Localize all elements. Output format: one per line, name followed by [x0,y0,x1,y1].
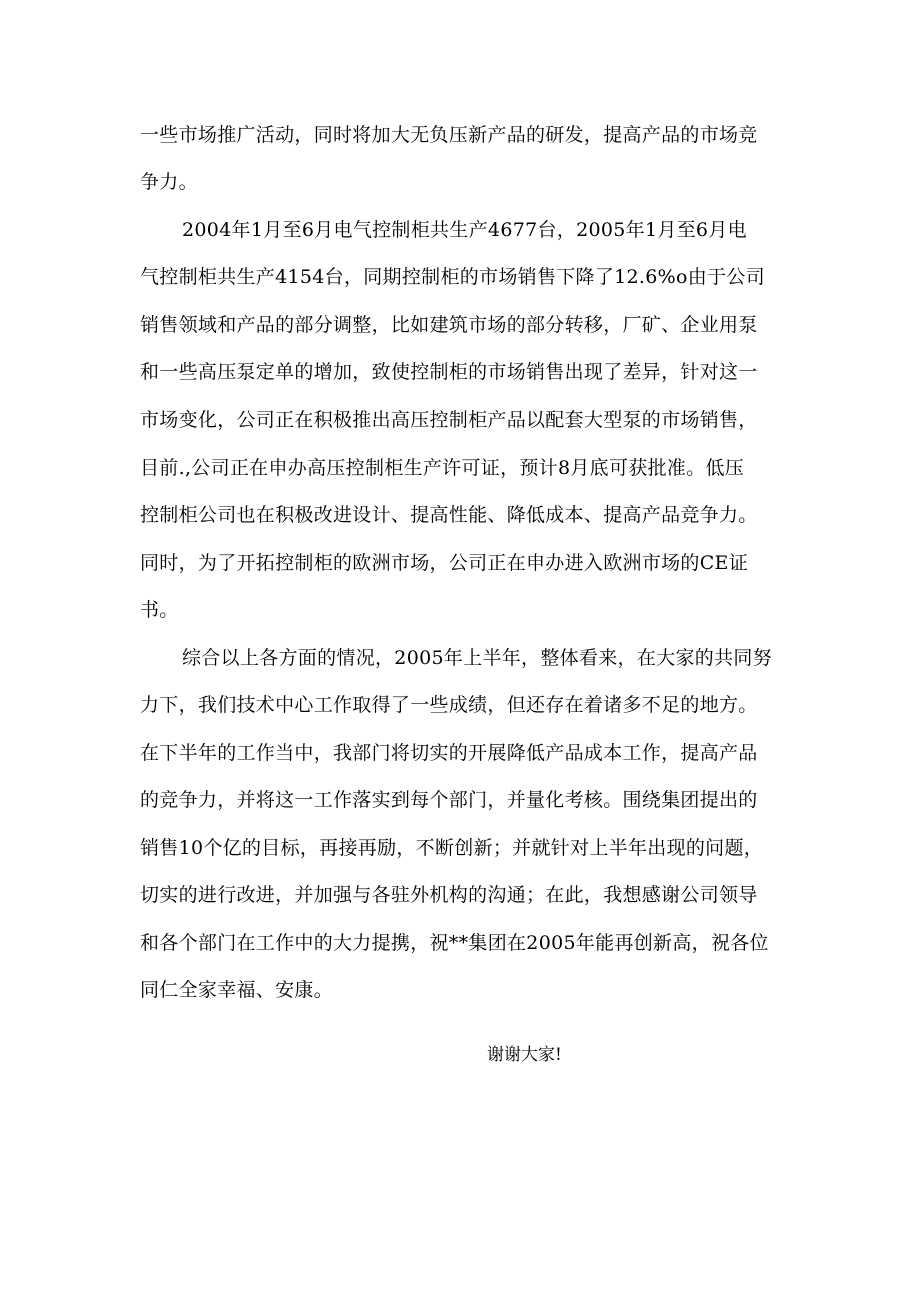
text-line: 书。 [140,599,179,621]
text-line: 争力。 [140,171,198,193]
text-line: 销售领域和产品的部分调整，比如建筑市场的部分转移，厂矿、企业用泵 [140,314,758,336]
text-line: 2004年1月至6月电气控制柜共生产4677台，2005年1月至6月电 [182,219,747,241]
text-line: 力下，我们技术中心工作取得了一些成绩，但还存在着诸多不足的地方。 [140,694,758,716]
text-line: 同时，为了开拓控制柜的欧洲市场，公司正在申办进入欧洲市场的CE证 [140,552,749,574]
text-line: 销售10个亿的目标，再接再励，不断创新；并就针对上半年出现的问题， [140,837,764,859]
text-line: 和各个部门在工作中的大力提携，祝**集团在2005年能再创新高，祝各位 [140,932,769,954]
text-line: 市场变化，公司正在积极推出高压控制柜产品以配套大型泵的市场销售， [140,409,758,431]
text-line: 和一些高压泵定单的增加，致使控制柜的市场销售出现了差异，针对这一 [140,361,758,383]
text-line: 切实的进行改进，并加强与各驻外机构的沟通；在此，我想感谢公司领导 [140,884,758,906]
text-line: 控制柜公司也在积极改进设计、提高性能、降低成本、提高产品竞争力。 [140,504,758,526]
text-line: 在下半年的工作当中，我部门将切实的开展降低产品成本工作，提高产品 [140,742,758,764]
text-line: 目前.,公司正在申办高压控制柜生产许可证，预计8月底可获批准。低压 [140,457,745,479]
closing-thanks: 谢谢大家! [487,1045,562,1065]
text-line: 同仁全家幸福、安康。 [140,979,334,1001]
text-line: 的竞争力，并将这一工作落实到每个部门，并量化考核。围绕集团提出的 [140,789,758,811]
text-line: 一些市场推广活动，同时将加大无负压新产品的研发，提高产品的市场竞 [140,124,758,146]
text-line: 综合以上各方面的情况，2005年上半年，整体看来，在大家的共同努 [182,647,772,669]
text-line: 气控制柜共生产4154台，同期控制柜的市场销售下降了12.6%o由于公司 [140,266,765,288]
